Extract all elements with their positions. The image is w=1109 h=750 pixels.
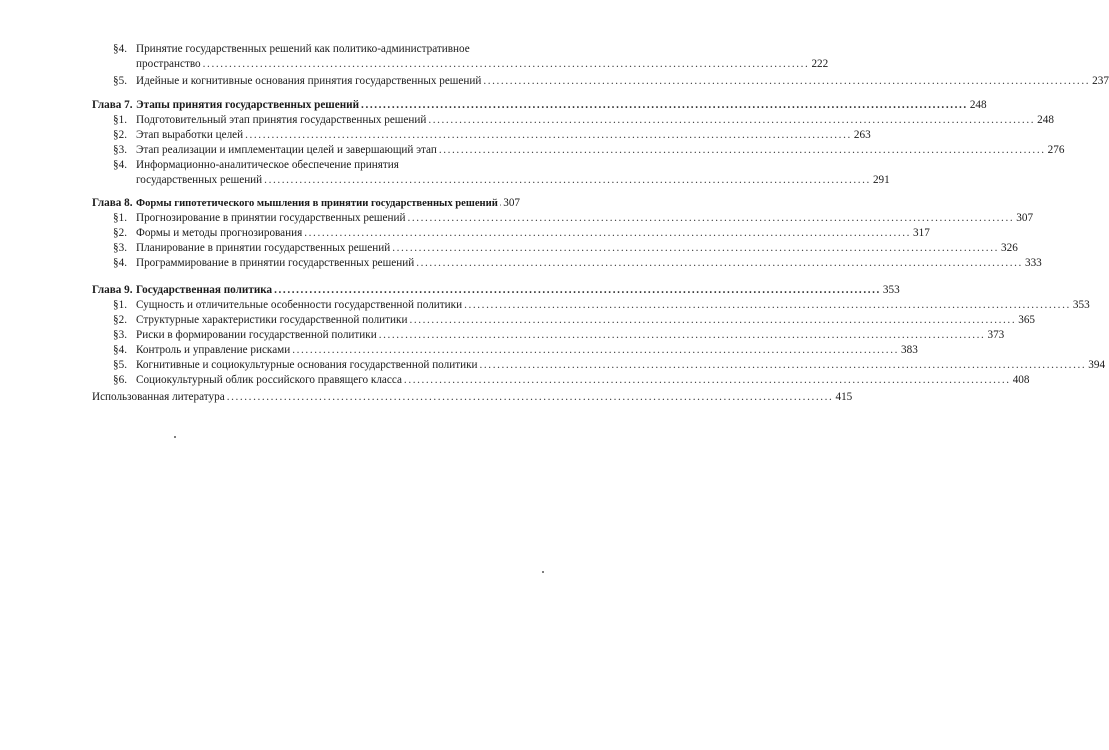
toc-leader-dots: .......................................................................................................................................... — [226, 391, 834, 403]
toc-entry-title: Когнитивные и социокультурные основания государственной политики — [136, 359, 478, 371]
scan-speck — [542, 571, 544, 573]
toc-entry — [0, 143, 1065, 157]
toc-entry-title: Подготовительный этап принятия государственных решений — [136, 114, 427, 126]
toc-entry — [0, 226, 930, 240]
toc-entry — [0, 358, 1106, 372]
toc-entry — [0, 313, 1036, 327]
toc-chapter-number: Глава 9. — [92, 284, 133, 296]
toc-entry-page: 333 — [1024, 257, 1042, 269]
toc-entry — [0, 74, 1109, 88]
toc-entry-number: §2. — [113, 227, 127, 239]
toc-leader-dots: .......................................................................................................................................... — [361, 99, 968, 111]
toc-leader-dots: .......................................................................................................................................... — [407, 212, 1015, 224]
toc-leader-dots — [500, 196, 501, 210]
toc-leader-dots: .......................................................................................................................................... — [378, 329, 986, 341]
toc-entry-title: Программирование в принятии государственных решений — [136, 257, 415, 269]
toc-entry-number: §3. — [113, 242, 127, 254]
toc-entry-title: Информационно-аналитическое обеспечение принятия — [136, 159, 399, 171]
toc-leader-dots: .......................................................................................................................................... — [409, 314, 1017, 326]
toc-entry-title: Этап выработки целей — [136, 129, 244, 141]
toc-entry-page: 263 — [853, 129, 871, 141]
toc-entry-title: Использованная литература — [92, 391, 225, 403]
toc-entry — [0, 328, 1005, 342]
toc-entry — [0, 128, 871, 142]
toc-entry-number: §2. — [113, 129, 127, 141]
toc-chapter-number: Глава 7. — [92, 99, 133, 111]
toc-entry-number: §3. — [113, 144, 127, 156]
toc-chapter-entry — [0, 196, 600, 210]
toc-leader-dots: .......................................................................................................................................... — [438, 144, 1046, 156]
toc-entry-page: 326 — [1001, 242, 1018, 254]
toc-entry-page: 248 — [1037, 114, 1054, 126]
toc-entry-page: 353 — [1072, 299, 1090, 311]
toc-leader-dots: .......................................................................................................................................... — [403, 374, 1011, 386]
toc-entry-number: §6. — [113, 374, 127, 386]
toc-bibliography-entry — [0, 390, 853, 404]
toc-entry-title: Социокультурный облик российского правящего класса — [136, 374, 402, 386]
toc-entry-title: Идейные и когнитивные основания принятия государственных решений — [136, 75, 482, 87]
toc-entry-title: Прогнозирование в принятии государственных решений — [136, 212, 406, 224]
toc-chapter-entry — [0, 98, 987, 112]
toc-entry-number: §4. — [113, 159, 127, 171]
toc-chapter-number: Глава 8. — [92, 197, 133, 209]
toc-entry — [0, 42, 829, 72]
toc-entry-page: 307 — [503, 197, 520, 209]
toc-entry-title: Планирование в принятии государственных решений — [136, 242, 391, 254]
toc-entry-page: 276 — [1047, 144, 1065, 156]
toc-leader-dots: .......................................................................................................................................... — [304, 227, 912, 239]
toc-entry-page: 408 — [1012, 374, 1030, 386]
toc-chapter-title: Этапы принятия государственных решений — [136, 99, 360, 111]
toc-entry-page: 415 — [835, 391, 853, 403]
toc-leader-dots: .......................................................................................................................................... — [416, 257, 1023, 269]
toc-entry — [0, 343, 918, 357]
toc-entry — [0, 256, 1042, 270]
toc-entry-title: Принятие государственных решений как политико-административное — [136, 43, 470, 55]
toc-entry-title: Сущность и отличительные особенности государственной политики — [136, 299, 463, 311]
toc-entry-number: §4. — [113, 257, 127, 269]
toc-entry-number: §2. — [113, 314, 127, 326]
toc-entry-title: Структурные характеристики государственной политики — [136, 314, 408, 326]
toc-entry-page: 365 — [1018, 314, 1036, 326]
toc-leader-dots: .......................................................................................................................................... — [264, 174, 871, 186]
toc-leader-dots: .......................................................................................................................................... — [274, 284, 881, 296]
toc-entry-page: 383 — [901, 344, 918, 356]
toc-leader-dots: .......................................................................................................................................... — [479, 359, 1087, 371]
toc-entry-number: §5. — [113, 359, 127, 371]
toc-entry — [0, 241, 1018, 255]
toc-entry-page: 237 — [1092, 75, 1109, 87]
toc-entry-number: §1. — [113, 114, 127, 126]
toc-entry-number: §1. — [113, 212, 127, 224]
toc-leader-dots: .......................................................................................................................................... — [292, 344, 900, 356]
toc-leader-dots: .......................................................................................................................................... — [392, 242, 1000, 254]
toc-leader-dots: .......................................................................................................................................... — [428, 114, 1036, 126]
toc-entry-page: 394 — [1088, 359, 1106, 371]
toc-chapter-title: Формы гипотетического мышления в принятии государственных решений — [136, 198, 498, 209]
toc-entry — [0, 113, 1054, 127]
toc-leader-dots: .......................................................................................................................................... — [483, 75, 1091, 87]
toc-entry-title: Риски в формировании государственной политики — [136, 329, 377, 341]
toc-leader-dots: .......................................................................................................................................... — [464, 299, 1071, 311]
toc-entry-page: 317 — [913, 227, 930, 239]
toc-entry-page: 222 — [811, 58, 829, 70]
toc-entry — [0, 298, 1090, 312]
toc-entry-number: §3. — [113, 329, 127, 341]
scan-speck — [174, 436, 176, 438]
toc-leader-dots: .......................................................................................................................................... — [245, 129, 852, 141]
toc-entry-number: §1. — [113, 299, 127, 311]
toc-entry-title: Этап реализации и имплементации целей и завершающий этап — [136, 144, 437, 156]
toc-entry — [0, 373, 1030, 387]
toc-entry-title: Формы и методы прогнозирования — [136, 227, 303, 239]
toc-entry-page: 307 — [1016, 212, 1034, 224]
toc-entry-page: 353 — [882, 284, 900, 296]
toc-entry — [0, 158, 890, 188]
toc-entry-number: §4. — [113, 43, 127, 55]
toc-entry-page: 291 — [872, 174, 890, 186]
toc-entry-number: §4. — [113, 344, 127, 356]
toc-entry-page: 248 — [969, 99, 987, 111]
toc-chapter-entry — [0, 283, 900, 297]
toc-entry-title-continued: пространство — [136, 58, 201, 70]
toc-entry-number: §5. — [113, 75, 127, 87]
toc-entry — [0, 211, 1034, 225]
toc-chapter-title: Государственная политика — [136, 284, 273, 296]
toc-entry-title: Контроль и управление рисками — [136, 344, 291, 356]
toc-entry-title-continued: государственных решений — [136, 174, 263, 186]
toc-leader-dots: .......................................................................................................................................... — [202, 58, 810, 70]
toc-entry-page: 373 — [987, 329, 1005, 341]
